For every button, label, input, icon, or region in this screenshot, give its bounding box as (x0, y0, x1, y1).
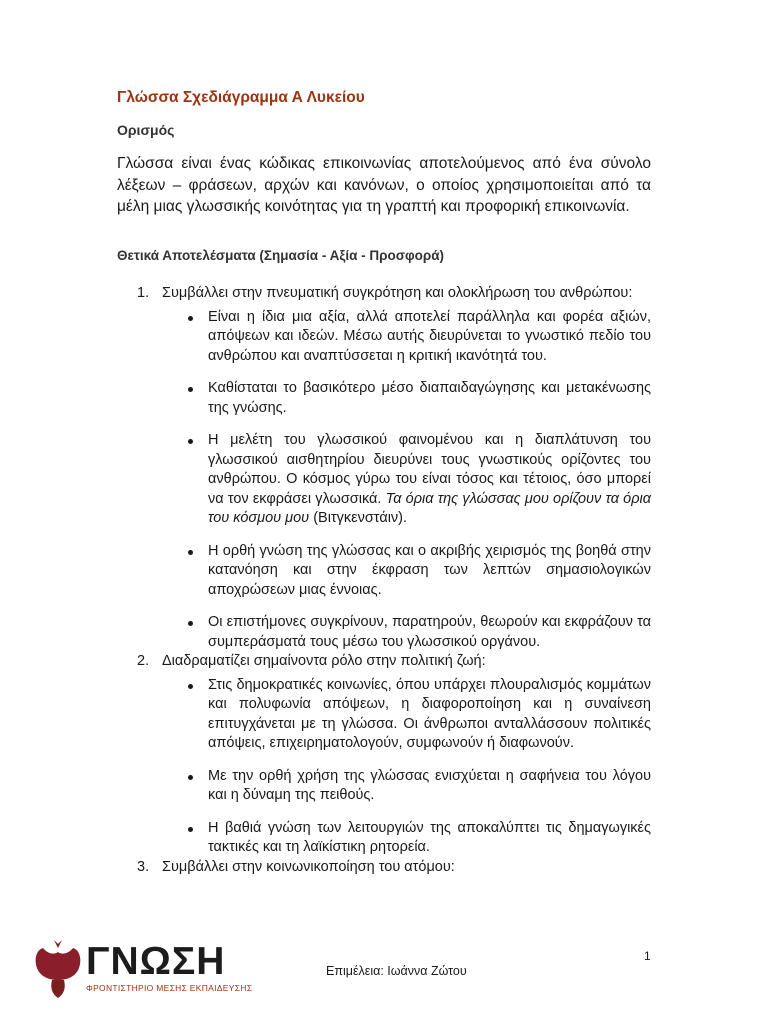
bullet-icon (188, 439, 193, 444)
bullet-item (162, 431, 651, 529)
list-item-text: Διαδραματίζει σημαίνοντα ρόλο στην πολιτική ζωή: (162, 653, 486, 669)
bullet-item (162, 819, 651, 858)
bullet-item (162, 542, 651, 601)
list-number: 3. (137, 858, 150, 875)
bullet-text: Στις δημοκρατικές κοινωνίες, όπου υπάρχει πλουραλισμός κομμάτων και πολυφωνία απόψεων, η διαφοροποίηση και η συναίνεση επιτυγχάνεται με τη γλώσσα. Οι άνθρωποι ανταλλάσσουν πολιτικές απόψεις, επιχειρηματολογούν, συμφωνούν ή διαφωνούν. (208, 676, 651, 751)
numbered-list (117, 284, 651, 877)
list-number: 1. (137, 285, 150, 301)
list-item (117, 652, 651, 858)
bullet-icon (188, 387, 193, 392)
definition-text: Γλώσσα είναι ένας κώδικας επικοινωνίας αποτελούμενος από ένα σύνολο λέξεων – φράσεων, αρχών και κανόνων, ο οποίος χρησιμοποιείται από τα μέλη μιας γλωσσικής κοινότητας για τη γραπτή και προφορική επικοινωνία. (117, 155, 651, 215)
list-item-text: Συμβάλλει στην πνευματική συγκρότηση και ολοκλήρωση του ανθρώπου: (162, 285, 633, 301)
list-item (117, 858, 651, 878)
bullet-icon (188, 316, 193, 321)
list-item (117, 284, 651, 652)
bullet-item (162, 613, 651, 652)
bullet-icon (188, 684, 193, 689)
logo-subtitle: ΦΡΟΝΤΙΣΤΗΡΙΟ ΜΕΣΗΣ ΕΚΠΑΙΔΕΥΣΗΣ (86, 983, 253, 993)
bullet-item (162, 379, 651, 418)
bullet-list (162, 308, 651, 653)
bullet-text: Οι επιστήμονες συγκρίνουν, παρατηρούν, θεωρούν και εκφράζουν τα συμπεράσματά τους μέσω του γλωσσικού οργάνου. (208, 614, 651, 650)
bullet-text: Η βαθιά γνώση των λειτουργιών της αποκαλύπτει τις δημαγωγικές τακτικές και τη λαϊκίστικη ρητορεία. (208, 819, 651, 855)
bullet-item (162, 676, 651, 754)
quote-author: (Βιτγκενστάιν). (313, 510, 408, 526)
bullet-text: Με την ορθή χρήση της γλώσσας ενισχύεται η σαφήνεια του λόγου και η δύναμη της πειθούς. (208, 767, 651, 803)
bullet-text: Είναι η ίδια μια αξία, αλλά αποτελεί παράλληλα και φορέα αξιών, απόψεων και ιδεών. Μέσω αυτής διευρύνεται το γνωστικό πεδίο του ανθρώπου και αναπτύσσεται η κριτική ικανότητά του. (208, 308, 651, 364)
bullet-icon (188, 550, 193, 555)
bullet-icon (188, 827, 193, 832)
brand-logo (34, 938, 253, 1000)
bullet-item (162, 767, 651, 806)
positive-results-heading: Θετικά Αποτελέσματα (Σημασία - Αξία - Προσφορά) (117, 248, 445, 263)
bullet-text: Καθίσταται το βασικότερο μέσο διαπαιδαγώγησης και μετακένωσης της γνώσης. (208, 380, 651, 416)
editor-credit: Επιμέλεια: Ιωάννα Ζώτου (326, 964, 467, 978)
bullet-text: Η ορθή γνώση της γλώσσας και ο ακριβής χειρισμός της βοηθά στην κατανόηση και στην έκφραση των λεπτών σημασιολογικών αποχρώσεων μιας έννοιας. (208, 542, 651, 598)
page-number: 1 (644, 949, 651, 963)
list-number: 2. (137, 653, 150, 669)
bullet-icon (188, 621, 193, 626)
pomegranate-logo-icon (34, 940, 82, 998)
document-title: Γλώσσα Σχεδιάγραμμα Α Λυκείου (117, 89, 365, 106)
bullet-item (162, 308, 651, 367)
bullet-text: Η μελέτη του γλωσσικού φαινομένου και η διαπλάτυνση του γλωσσικού αισθητηρίου διευρύνει τους γνωστικούς ορίζοντες του ανθρώπου. Ο κόσμος γύρω του είναι τόσος και τέτοιος, όσο μπορεί να τον εκφράσει γλωσσικά. (208, 432, 651, 507)
definition-heading: Ορισμός (117, 122, 175, 138)
list-item-text: Συμβάλλει στην κοινωνικοποίηση του ατόμου: (162, 858, 455, 875)
quote-text: Τα όρια της γλώσσας μου ορίζουν τα όρια του κόσμου μου (208, 490, 652, 526)
logo-wordmark: ΓΝΩΣΗ (86, 940, 226, 983)
bullet-icon (188, 775, 193, 780)
bullet-list (162, 676, 651, 858)
